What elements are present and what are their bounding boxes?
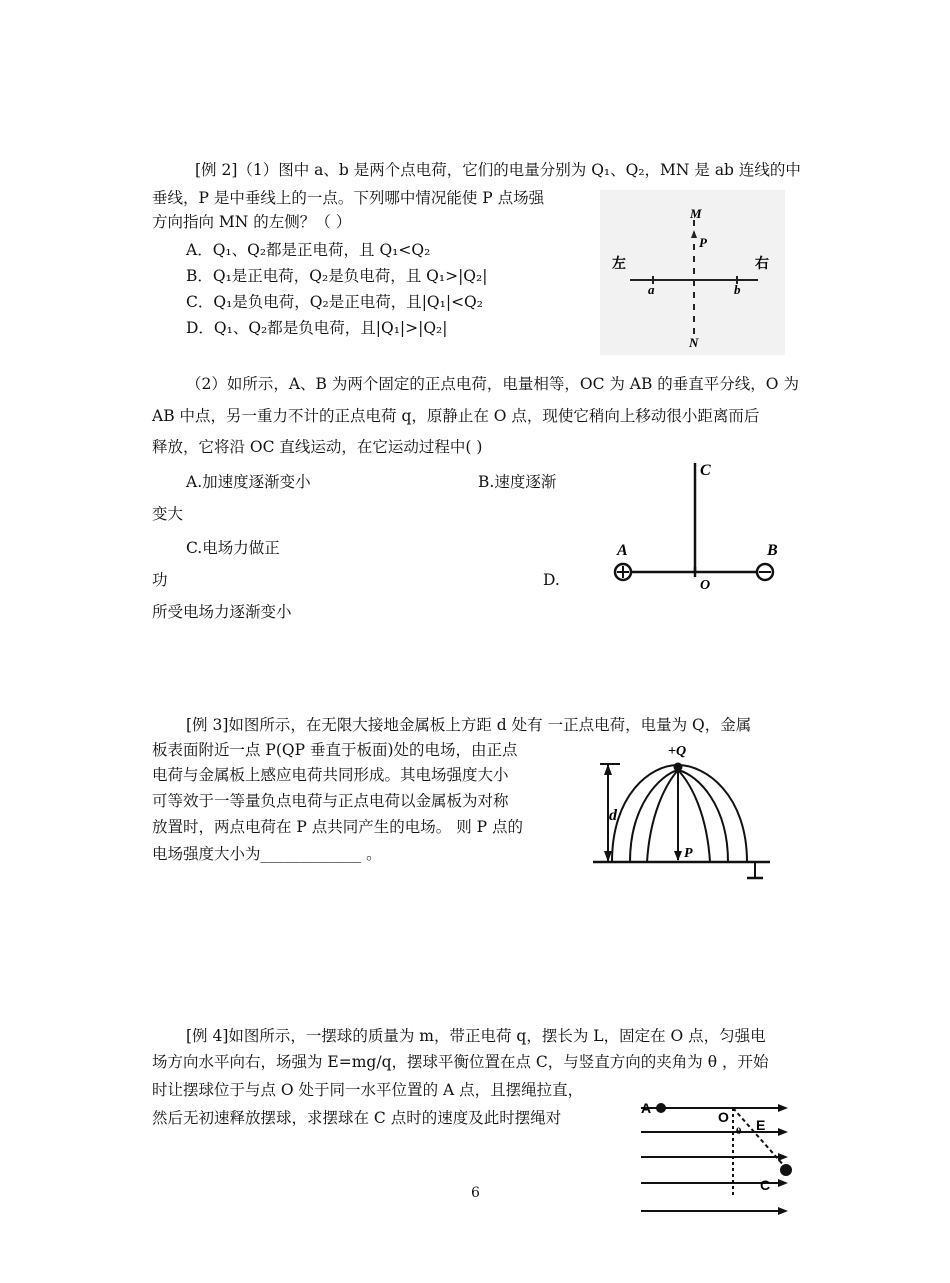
ex4-line2: 场方向水平向右，场强为 E=mg/q，摆球平衡位置在点 C，与竖直方向的夹角为 θ ，开始: [152, 1053, 769, 1071]
ex2b-option-a: A.加速度逐渐变小: [186, 473, 311, 491]
ex2-option-c: C．Q₁是负电荷，Q₂是正电荷，且|Q₁|<Q₂: [186, 293, 483, 311]
ex3-label-q: +Q: [668, 744, 687, 759]
ex4-label-theta: θ: [736, 1126, 742, 1136]
ex4-label-o: O: [718, 1109, 729, 1125]
ex3-label-d: d: [609, 807, 617, 824]
ex2-label-b: b: [734, 282, 741, 297]
ex4-figure-pendulum-field: [638, 1090, 798, 1222]
ex2b-label-a: A: [617, 542, 628, 559]
ex2b-option-d-part1: D.: [543, 571, 560, 589]
ex3-figure-grounded-plate: [590, 735, 775, 885]
ex2-option-d: D．Q₁、Q₂都是负电荷，且|Q₁|>|Q₂|: [186, 319, 448, 337]
ex2b-line1: （2）如所示，A、B 为两个固定的正点电荷，电量相等，OC 为 AB 的垂直平分线，O 为: [186, 375, 799, 393]
ex2-line2: 垂线，P 是中垂线上的一点。下列哪中情况能使 P 点场强: [152, 189, 545, 207]
ex3-label-p: P: [684, 846, 693, 861]
ex2-figure-mn-diagram: [600, 190, 785, 355]
ex2-line3: 方向指向 MN 的左侧？（ ）: [152, 213, 352, 231]
ex4-line1: [例 4]如图所示，一摆球的质量为 m，带正电荷 q，摆长为 L，固定在 O 点，匀强电: [186, 1027, 766, 1045]
ex4-line3: 时让摆球位于与点 O 处于同一水平位置的 A 点，且摆绳拉直，: [152, 1081, 584, 1099]
ex2-option-a: A．Q₁、Q₂都是正电荷，且 Q₁<Q₂: [186, 241, 431, 259]
ex2b-label-o: O: [700, 578, 711, 593]
ex2b-label-b: B: [767, 542, 778, 559]
ex2-option-b: B．Q₁是正电荷，Q₂是负电荷，且 Q₁>|Q₂|: [186, 267, 488, 285]
ex3-line5: 放置时，两点电荷在 P 点共同产生的电场。 则 P 点的: [152, 818, 523, 836]
ex4-label-e: E: [756, 1117, 766, 1133]
ex3-line4: 可等效于一等量负点电荷与正点电荷以金属板为对称: [152, 792, 509, 810]
ex2b-option-c-part2: 功: [152, 571, 168, 589]
page-number: 6: [471, 1185, 480, 1201]
ex4-label-c: C: [760, 1177, 771, 1193]
ex2-label-a: a: [648, 282, 655, 297]
ex3-line2: 板表面附近一点 P(QP 垂直于板面)处的电场，由正点: [152, 741, 518, 759]
ex2b-option-c-part1: C.电场力做正: [186, 539, 280, 557]
ex4-line4: 然后无初速释放摆球，求摆球在 C 点时的速度及此时摆绳对: [152, 1109, 562, 1127]
ex2-label-m: M: [690, 206, 702, 221]
ex2-label-n: N: [689, 335, 699, 350]
ex2b-figure-ab-charges: [605, 455, 790, 595]
ex3-line1: [例 3]如图所示，在无限大接地金属板上方距 d 处有 一正点电荷，电量为 Q，金属: [186, 716, 752, 734]
ex2b-option-b-part2: 变大: [152, 505, 184, 523]
ex2b-label-c: C: [700, 462, 711, 479]
ex2-label-right: 右: [755, 256, 769, 272]
ex2b-line2: AB 中点，另一重力不计的正点电荷 q，原静止在 O 点，现使它稍向上移动很小距离而后: [152, 407, 760, 425]
ex2-label-left: 左: [612, 256, 626, 272]
ex4-label-a: A: [641, 1100, 652, 1116]
ex2b-line3: 释放，它将沿 OC 直线运动，在它运动过程中( ): [152, 438, 483, 456]
ex2-label-p: P: [699, 235, 707, 250]
ex3-line6: 电场强度大小为_____________ 。: [152, 845, 382, 863]
ex2b-option-d-part2: 所受电场力逐渐变小: [152, 603, 292, 621]
ex3-line3: 电荷与金属板上感应电荷共同形成。其电场强度大小: [152, 766, 509, 784]
ex2-line1: [例 2]（1）图中 a、b 是两个点电荷，它们的电量分别为 Q₁、Q₂，MN 是 ab 连线的中: [195, 161, 801, 179]
ex2b-option-b-part1: B.速度逐渐: [478, 473, 557, 491]
